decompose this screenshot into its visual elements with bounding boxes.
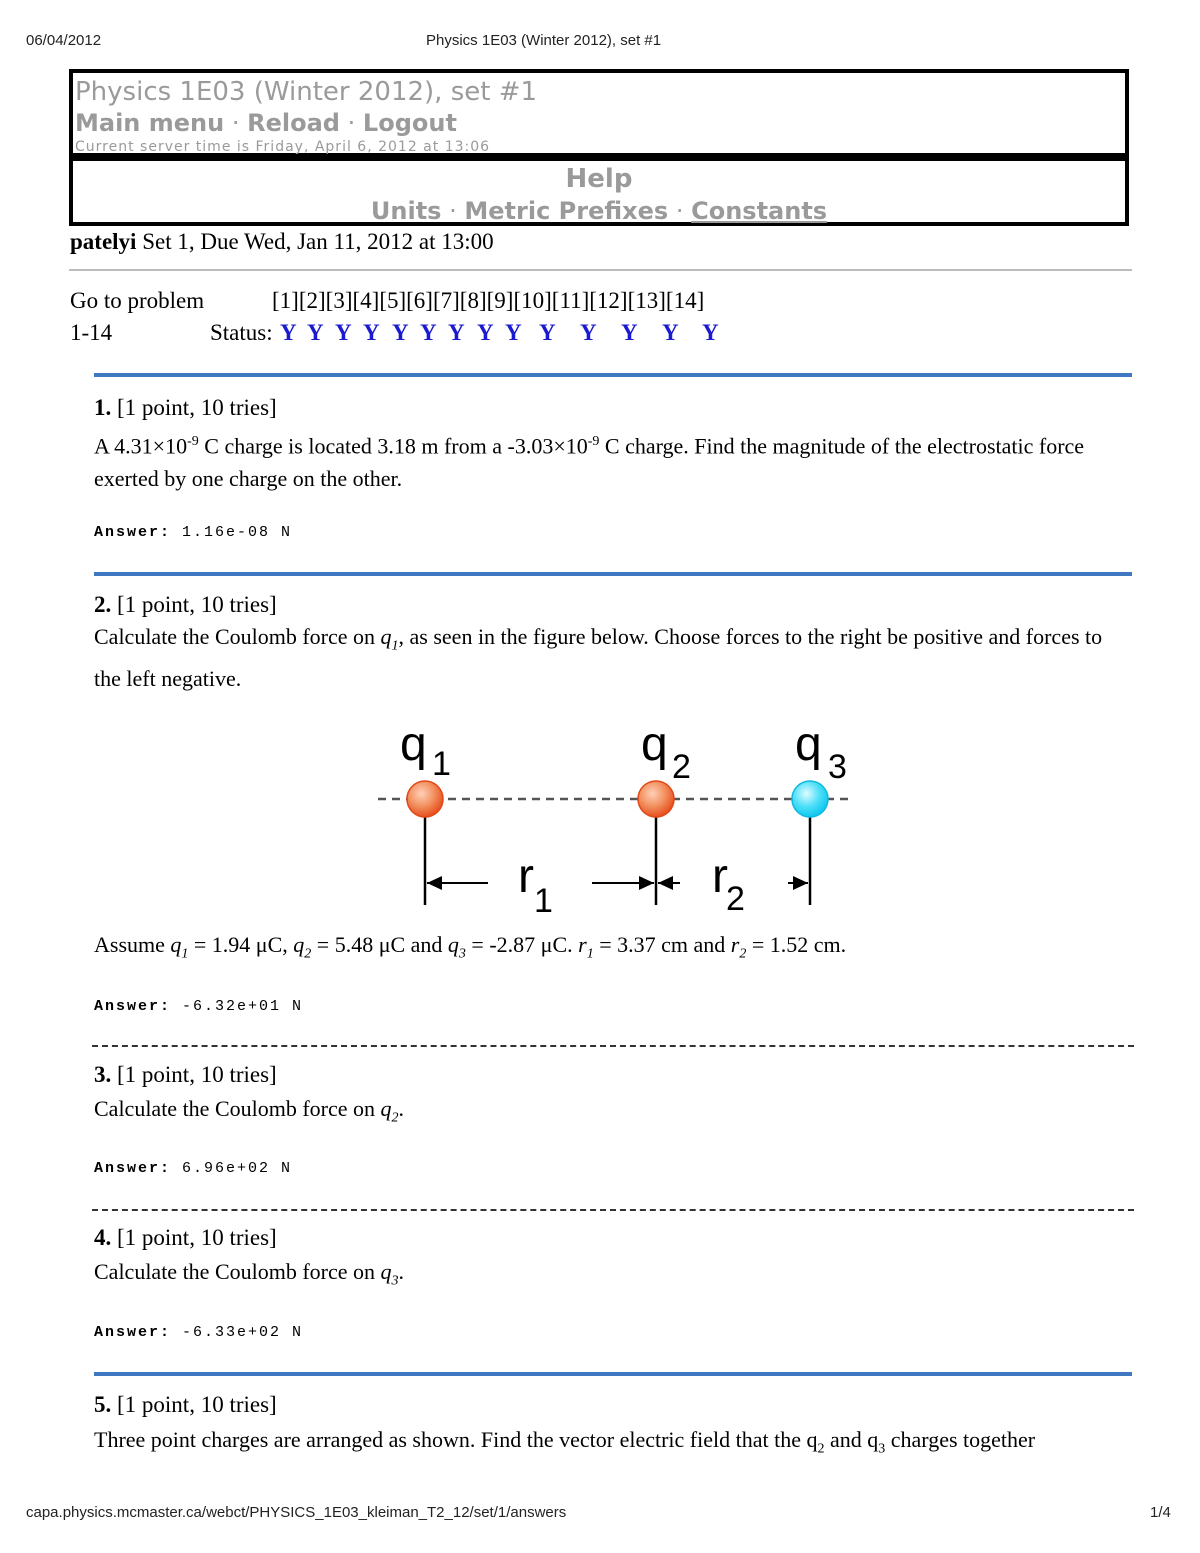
nav-bar (75, 109, 457, 137)
question-text: Calculate the Coulomb force on (94, 1259, 381, 1284)
help-link[interactable]: Help (565, 164, 633, 194)
goto-problem-label: Go to problem (70, 288, 205, 313)
r1-arrowhead-right (639, 876, 654, 890)
status-y: Y (505, 320, 522, 345)
status-y: Y (662, 320, 679, 345)
question-text: C charge is located 3.18 m from a -3.03×10 (198, 433, 588, 459)
subscript: 1 (391, 638, 399, 654)
question-number: 4 (94, 1225, 106, 1250)
problem-link[interactable]: [2] (298, 288, 326, 313)
variable: q (293, 932, 305, 957)
problem-link[interactable]: [8] (459, 288, 487, 313)
question-4-text (94, 1255, 1134, 1297)
status-y: Y (702, 320, 719, 345)
part-divider (92, 1209, 1134, 1211)
charge-q3 (792, 781, 828, 817)
question-text: and q (824, 1427, 879, 1452)
problem-range-label: 1-14 (70, 320, 113, 345)
variable: q (447, 932, 459, 957)
answer-1 (94, 524, 292, 541)
answer-value: 1.16e-08 N (182, 524, 293, 541)
question-number: 3 (94, 1062, 106, 1087)
status-y: Y (477, 320, 494, 345)
print-page-number: 1/4 (1150, 1504, 1171, 1521)
status-label: Status: (210, 320, 273, 345)
problem-links (272, 288, 704, 314)
answer-value: -6.33e+02 N (182, 1324, 304, 1341)
problem-link[interactable]: [10] (513, 288, 552, 313)
top-panel (69, 69, 1129, 157)
help-separator: · (449, 197, 457, 225)
label-q3-sub: 3 (828, 748, 847, 786)
help-separator: · (675, 197, 684, 225)
page-title: Physics 1E03 (Winter 2012), set #1 (75, 77, 538, 107)
constants-link[interactable]: Constants (691, 197, 828, 225)
status-y: Y (539, 320, 556, 345)
subscript: 3 (878, 1441, 886, 1457)
status-y: Y (280, 320, 297, 345)
nav-separator: · (347, 109, 356, 137)
subscript: 2 (391, 1110, 399, 1126)
exponent: -9 (187, 434, 199, 449)
variable: q (170, 932, 182, 957)
answer-label: Answer: (94, 1160, 172, 1177)
subscript: 1 (586, 946, 594, 962)
metric-prefixes-link[interactable]: Metric Prefixes (464, 197, 669, 225)
label-r1-sub: 1 (534, 882, 553, 920)
variable: r (730, 932, 740, 957)
r1-arrowhead-left (427, 876, 442, 890)
problem-link[interactable]: [3] (325, 288, 353, 313)
part-divider (92, 1045, 1134, 1047)
r2-arrowhead-left (658, 876, 673, 890)
question-number: 1 (94, 395, 106, 420)
assume-text: = -2.87 μC. (465, 932, 579, 957)
answer-4 (94, 1324, 303, 1341)
help-panel (69, 157, 1129, 226)
variable: q (380, 624, 392, 649)
logout-link[interactable]: Logout (362, 109, 457, 137)
question-5-header: 5. [1 point, 10 tries] (94, 1392, 277, 1417)
main-menu-link[interactable]: Main menu (75, 109, 225, 137)
question-text: A 4.31×10 (94, 433, 188, 459)
question-number: 5 (94, 1392, 106, 1417)
question-text: Three point charges are arranged as shown. Find the vector electric field that the q (94, 1427, 818, 1452)
user-set-line (70, 229, 494, 255)
question-1-header: 1. [1 point, 10 tries] (94, 395, 277, 420)
section-divider (94, 572, 1132, 576)
status-y: Y (307, 320, 324, 345)
question-text: , as seen in the figure below. Choose forces to the right be positive and forces to the left negative. (94, 624, 1103, 692)
units-link[interactable]: Units (370, 197, 442, 225)
question-meta: [1 point, 10 tries] (117, 592, 277, 617)
status-y: Y (392, 320, 409, 345)
problem-link[interactable]: [1] (272, 288, 299, 313)
server-time: Current server time is Friday, April 6, 2012 at 13:06 (75, 139, 491, 155)
assume-text: = 3.37 cm and (593, 932, 731, 957)
subscript: 2 (304, 946, 312, 962)
question-3-header: 3. [1 point, 10 tries] (94, 1062, 277, 1087)
charge-q1 (407, 781, 443, 817)
question-meta: [1 point, 10 tries] (117, 1062, 277, 1087)
label-q2-sub: 2 (672, 748, 691, 786)
answer-2 (94, 998, 303, 1015)
problem-link[interactable]: [6] (406, 288, 433, 313)
help-links (73, 197, 1125, 225)
answer-value: 6.96e+02 N (182, 1160, 293, 1177)
r2-arrowhead-right (793, 876, 808, 890)
divider (69, 269, 1132, 271)
answer-label: Answer: (94, 1324, 172, 1341)
problem-link[interactable]: [7] (432, 288, 460, 313)
question-1-text (94, 425, 1134, 495)
problem-link[interactable]: [11] (551, 288, 590, 313)
charge-q2 (638, 781, 674, 817)
answer-value: -6.32e+01 N (182, 998, 304, 1015)
variable: q (380, 1259, 392, 1284)
question-text: Calculate the Coulomb force on (94, 624, 381, 649)
label-q2: q (641, 720, 668, 771)
print-title: Physics 1E03 (Winter 2012), set #1 (426, 32, 662, 49)
status-y: Y (448, 320, 465, 345)
question-2-header: 2. [1 point, 10 tries] (94, 592, 277, 617)
answer-label: Answer: (94, 998, 172, 1015)
problem-link[interactable]: [13] (627, 288, 666, 313)
status-y: Y (363, 320, 380, 345)
question-meta: [1 point, 10 tries] (117, 395, 277, 420)
label-r2: r (712, 850, 728, 903)
question-text: charges together (885, 1427, 1036, 1452)
status-y: Y (335, 320, 352, 345)
question-text: Calculate the Coulomb force on (94, 1096, 381, 1121)
problem-link[interactable]: [4] (352, 288, 380, 313)
charges-figure (370, 720, 860, 920)
question-2-assume (94, 928, 1134, 970)
question-text: C charge. Find the magnitude of the electrostatic force exerted by one charge on the other. (94, 433, 1085, 492)
question-meta: [1 point, 10 tries] (117, 1392, 277, 1417)
label-q3: q (795, 720, 822, 771)
status-y: Y (420, 320, 437, 345)
print-date: 06/04/2012 (26, 32, 102, 49)
reload-link[interactable]: Reload (247, 109, 340, 137)
problem-link[interactable]: [5] (379, 288, 407, 313)
question-4-header: 4. [1 point, 10 tries] (94, 1225, 277, 1250)
assume-text: = 1.94 μC, (188, 932, 294, 957)
question-5-text (94, 1423, 1134, 1465)
question-3-text (94, 1092, 1134, 1134)
assume-text: = 5.48 μC and (311, 932, 448, 957)
problem-link[interactable]: [12] (589, 288, 628, 313)
print-url: capa.physics.mcmaster.ca/webct/PHYSICS_1E03_kleiman_T2_12/set/1/answers (26, 1504, 567, 1521)
question-meta: [1 point, 10 tries] (117, 1225, 277, 1250)
question-text: . (398, 1096, 405, 1121)
subscript: 3 (458, 946, 466, 962)
label-q1: q (400, 720, 427, 771)
subscript: 2 (739, 946, 747, 962)
nav-separator: · (231, 109, 240, 137)
username: patelyi (70, 229, 137, 254)
question-number: 2 (94, 592, 106, 617)
label-r2-sub: 2 (726, 880, 745, 918)
answer-3 (94, 1160, 292, 1177)
label-q1-sub: 1 (432, 745, 451, 783)
section-divider (94, 1372, 1132, 1376)
set-info: Set 1, Due Wed, Jan 11, 2012 at 13:00 (142, 229, 494, 254)
assume-text: Assume (94, 932, 171, 957)
question-text: . (398, 1259, 405, 1284)
answer-label: Answer: (94, 524, 172, 541)
problem-link[interactable]: [14] (665, 288, 705, 313)
subscript: 2 (817, 1441, 825, 1457)
section-divider (94, 373, 1132, 377)
subscript: 3 (391, 1273, 399, 1289)
status-y: Y (580, 320, 597, 345)
assume-text: = 1.52 cm. (746, 932, 847, 957)
problem-link[interactable]: [9] (486, 288, 514, 313)
variable: q (380, 1096, 392, 1121)
status-y: Y (621, 320, 638, 345)
variable: r (578, 932, 587, 957)
exponent: -9 (587, 434, 600, 449)
question-2-text (94, 620, 1134, 695)
subscript: 1 (181, 946, 189, 962)
label-r1: r (518, 850, 534, 903)
